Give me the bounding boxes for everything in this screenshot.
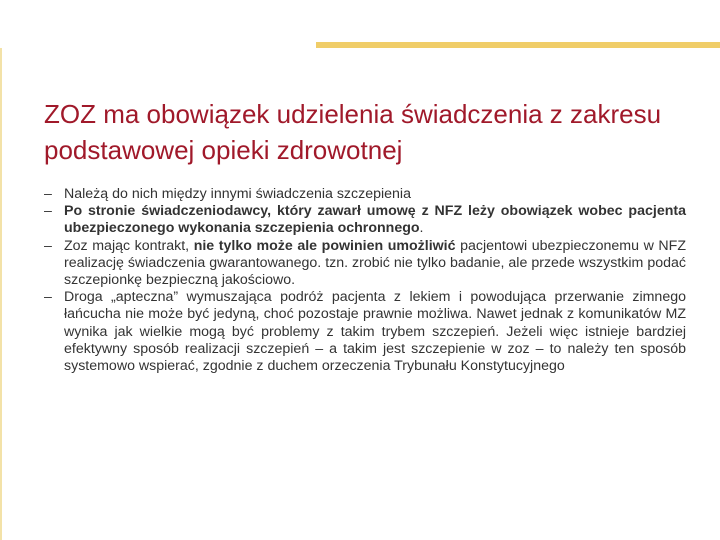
header-bar-left: [0, 42, 316, 48]
bullet-dash: –: [44, 203, 52, 220]
bullet-item: [44, 203, 686, 237]
bullet-dash: –: [44, 289, 52, 306]
header-bar-accent: [316, 42, 720, 48]
bullet-text: Należą do nich między innymi świadczenia szczepienia: [64, 186, 411, 202]
bullet-text: Droga „apteczna” wymuszająca podróż pacjenta z lekiem i powodująca przerwanie zimnego łańcucha nie może być jedyną, choć pozostaje prawnie możliwa. Nawet jednak z komunikatów MZ wynika jak wielkie mogą być problemy z takim trybem szczepień. Jeżeli więc istnieje bardziej efektywny sposób realizacji szczepień – a takim jest szczepienie w zoz – to należy ten sposób systemowo wspierać, zgodnie z duchem orzeczenia Trybunału Konstytucyjnego: [64, 289, 686, 375]
bullet-dash: –: [44, 237, 52, 254]
bullet-item: [44, 186, 686, 203]
left-margin-rule: [0, 48, 2, 540]
bullet-text-bold: nie tylko może ale powinien umożliwić: [193, 237, 456, 254]
bullet-text: .: [419, 220, 424, 237]
bullet-item: [44, 238, 686, 290]
bullet-text: pacjentowi ubezpieczonemu w NFZ realizację świadczenia gwarantowanego. tzn. zrobić nie tylko badanie, ale przede wszystkim podać szczepionkę bezpieczną jakościowo.: [64, 237, 687, 289]
bullet-text: Zoz mając kontrakt,: [64, 237, 194, 254]
slide-title: ZOZ ma obowiązek udzielenia świadczenia z zakresu podstawowej opieki zdrowotnej: [44, 99, 662, 165]
bullet-dash: –: [44, 186, 52, 202]
bullet-text-bold: Po stronie świadczeniodawcy, który zawarł umowę z NFZ leży obowiązek wobec pacjenta ubezpieczonego wykonania szczepienia ochronnego: [64, 203, 686, 237]
bullet-item: [44, 289, 686, 375]
bullet-list: [44, 186, 686, 375]
